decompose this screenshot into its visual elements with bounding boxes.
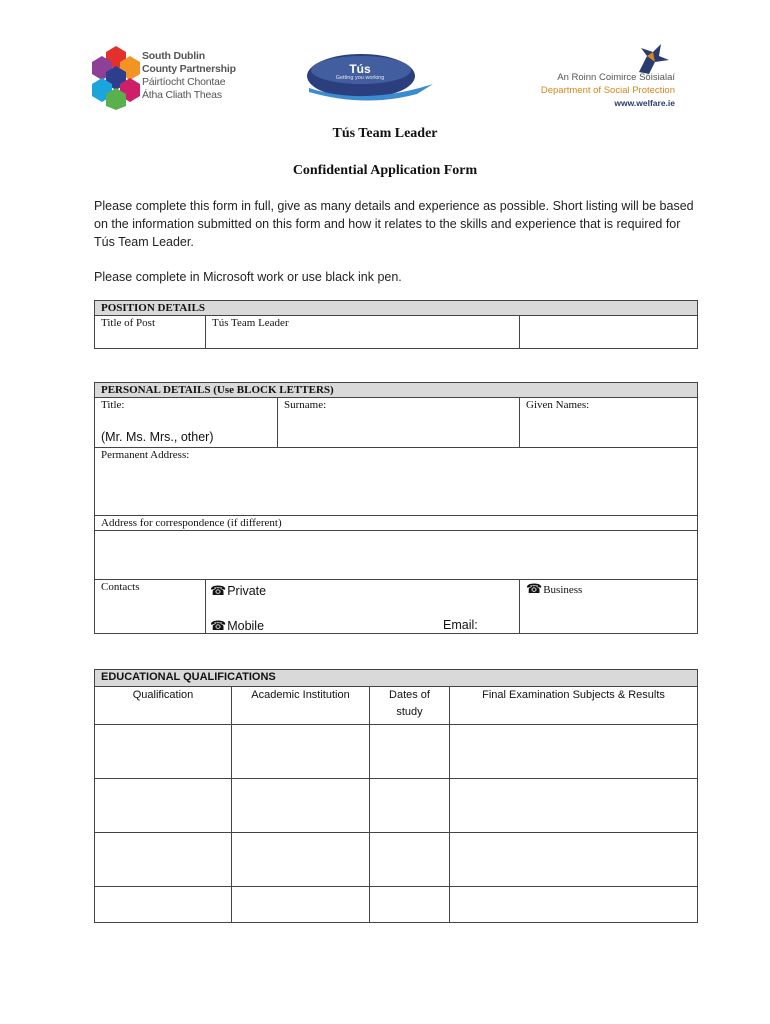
page-title: Tús Team Leader — [332, 126, 438, 141]
title-of-post-label: Title of Post — [95, 316, 206, 349]
tus-logo-tagline: Getting you working — [335, 75, 385, 81]
table-row — [95, 887, 698, 923]
position-extra-field[interactable] — [520, 316, 698, 349]
title-label: Title: — [101, 399, 125, 411]
intro-paragraph: Please complete this form in full, give as many details and experience as possible. Short listing will be based on the information submitted on this form and how it relates to the skills and experience that is required for Tús Team Leader. — [94, 199, 694, 249]
institution-cell[interactable] — [232, 887, 370, 923]
mobile-label: Mobile — [227, 619, 265, 633]
given-names-field[interactable] — [520, 398, 698, 448]
sdcp-line-1: South Dublin — [142, 50, 205, 62]
contacts-label: Contacts — [95, 580, 206, 634]
education-header: EDUCATIONAL QUALIFICATIONS — [95, 670, 698, 687]
sdcp-line-4: Átha Cliath Theas — [142, 89, 222, 101]
column-final-examination: Final Examination Subjects & Results — [450, 687, 698, 725]
surname-label: Surname: — [284, 399, 327, 411]
column-academic-institution: Academic Institution — [232, 687, 370, 725]
position-details-table — [94, 300, 698, 349]
results-cell[interactable] — [450, 725, 698, 779]
table-row — [95, 725, 698, 779]
mobile-phone — [210, 617, 264, 635]
dsp-irish-name: An Roinn Coimirce Sóisialaí — [557, 72, 675, 83]
qualification-cell[interactable] — [95, 779, 232, 833]
dates-cell[interactable] — [370, 833, 450, 887]
sdcp-line-3: Páirtíocht Chontae — [142, 76, 226, 88]
department-social-protection-logo — [525, 42, 675, 112]
table-row — [95, 833, 698, 887]
private-phone — [210, 582, 266, 600]
dsp-english-name: Department of Social Protection — [540, 85, 675, 96]
south-dublin-county-partnership-logo — [92, 44, 236, 112]
personal-details-table — [94, 382, 698, 634]
educational-qualifications-table — [94, 669, 698, 923]
title-hint: (Mr. Ms. Mrs., other) — [101, 430, 214, 444]
sdcp-hexagon-mark-icon — [92, 44, 140, 110]
qualification-cell[interactable] — [95, 725, 232, 779]
permanent-address-label: Permanent Address: — [101, 449, 190, 461]
private-label: Private — [227, 584, 267, 598]
surname-field[interactable] — [278, 398, 520, 448]
given-names-label: Given Names: — [526, 399, 590, 411]
permanent-address-field[interactable] — [95, 448, 698, 516]
page-subtitle: Confidential Application Form — [292, 163, 478, 178]
business-label: Business — [543, 584, 583, 596]
dsp-bird-icon — [631, 42, 671, 76]
mobile-phone-icon: ☎ — [210, 618, 227, 633]
business-phone-icon: ☎ — [526, 581, 543, 596]
title-field[interactable] — [95, 398, 278, 448]
business-email-field[interactable] — [520, 580, 698, 634]
results-cell[interactable] — [450, 833, 698, 887]
table-row — [95, 779, 698, 833]
results-cell[interactable] — [450, 779, 698, 833]
institution-cell[interactable] — [232, 725, 370, 779]
title-of-post-value: Tús Team Leader — [206, 316, 520, 349]
institution-cell[interactable] — [232, 833, 370, 887]
dsp-website: www.welfare.ie — [614, 98, 675, 108]
results-cell[interactable] — [450, 887, 698, 923]
dates-cell[interactable] — [370, 725, 450, 779]
tus-logo — [305, 48, 435, 108]
phone-icon: ☎ — [210, 583, 227, 598]
dates-cell[interactable] — [370, 779, 450, 833]
business-phone — [526, 582, 582, 597]
column-qualification: Qualification — [95, 687, 232, 725]
sdcp-line-2: County Partnership — [142, 63, 236, 75]
personal-details-header: PERSONAL DETAILS (Use BLOCK LETTERS) — [95, 383, 698, 398]
instruction-paragraph: Please complete in Microsoft work or use black ink pen. — [94, 270, 402, 284]
column-dates-of-study: Dates of study — [370, 687, 450, 725]
institution-cell[interactable] — [232, 779, 370, 833]
qualification-cell[interactable] — [95, 833, 232, 887]
email-label: Email: — [443, 618, 478, 632]
position-details-header: POSITION DETAILS — [95, 301, 698, 316]
tus-logo-name: Tús — [349, 62, 371, 76]
dates-cell[interactable] — [370, 887, 450, 923]
correspondence-address-field[interactable] — [95, 531, 698, 580]
qualification-cell[interactable] — [95, 887, 232, 923]
correspondence-address-label: Address for correspondence (if different) — [95, 516, 698, 531]
